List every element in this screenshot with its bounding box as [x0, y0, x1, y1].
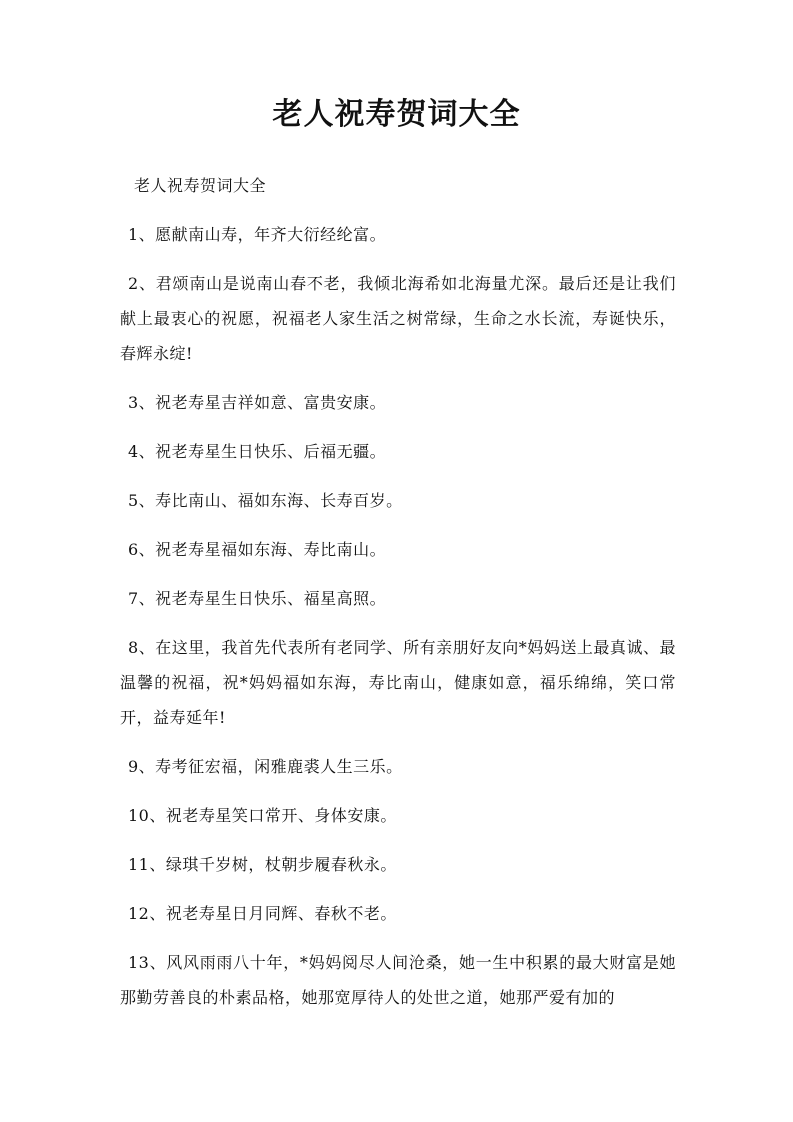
paragraph-6: 6、祝老寿星福如东海、寿比南山。 — [128, 540, 387, 559]
paragraph-12: 12、祝老寿星日月同辉、春秋不老。 — [128, 904, 397, 923]
paragraph-11: 11、绿琪千岁树，杖朝步履春秋永。 — [128, 855, 397, 874]
paragraph-8: 8、在这里，我首先代表所有老同学、所有亲朋好友向*妈妈送上最真诚、最温馨的祝福，祝*妈妈福如东海，寿比南山，健康如意，福乐绵绵，笑口常开，益寿延年! — [120, 638, 676, 727]
paragraph-5: 5、寿比南山、福如东海、长寿百岁。 — [128, 491, 403, 510]
paragraph-7: 7、祝老寿星生日快乐、福星高照。 — [128, 589, 387, 608]
paragraph-4: 4、祝老寿星生日快乐、后福无疆。 — [128, 442, 387, 461]
paragraph-3: 3、祝老寿星吉祥如意、富贵安康。 — [128, 393, 387, 412]
paragraph-2: 2、君颂南山是说南山春不老，我倾北海希如北海量尤深。最后还是让我们献上最衷心的祝愿，祝福老人家生活之树常绿，生命之水长流，寿诞快乐，春辉永绽! — [120, 274, 676, 363]
document-title: 老人祝寿贺词大全 — [272, 97, 521, 132]
paragraph-10: 10、祝老寿星笑口常开、身体安康。 — [128, 806, 397, 825]
paragraph-13: 13、风风雨雨八十年，*妈妈阅尽人间沧桑，她一生中积累的最大财富是她那勤劳善良的朴素品格，她那宽厚待人的处世之道，她那严爱有加的 — [120, 953, 676, 1007]
paragraph-1: 1、愿献南山寿，年齐大衍经纶富。 — [128, 225, 387, 244]
document-subtitle: 老人祝寿贺词大全 — [134, 176, 267, 195]
paragraph-9: 9、寿考征宏福，闲雅鹿裘人生三乐。 — [128, 757, 403, 776]
document-body — [120, 168, 676, 1029]
